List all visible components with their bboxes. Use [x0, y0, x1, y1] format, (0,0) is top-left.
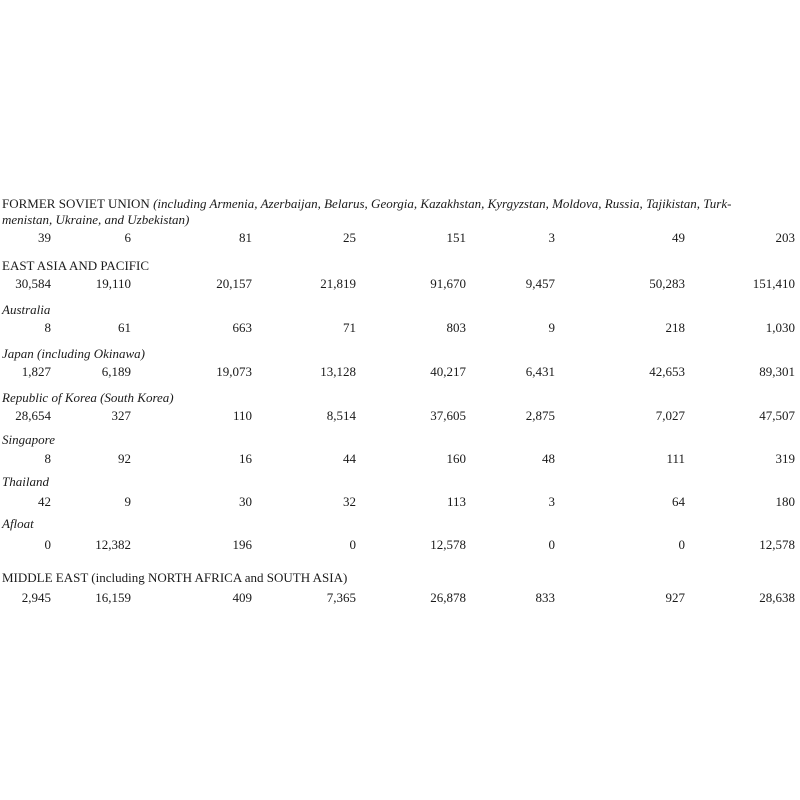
table-cell: 30: [239, 494, 252, 509]
table-cell: 151,410: [752, 276, 795, 291]
table-cell: 113: [446, 494, 466, 509]
table-cell: 64: [672, 494, 685, 509]
table-cell: 0: [548, 537, 555, 552]
country-label-thailand: Thailand: [2, 474, 49, 489]
table-cell: 180: [775, 494, 795, 509]
country-label-japan: Japan (including Okinawa): [2, 346, 145, 361]
table-row: [0, 408, 800, 424]
table-cell: 111: [666, 451, 685, 466]
table-cell: 8,514: [326, 408, 356, 423]
table-cell: 2,945: [21, 590, 51, 605]
table-cell: 218: [665, 320, 685, 335]
table-row: [0, 320, 800, 336]
table-cell: 8: [44, 451, 51, 466]
table-cell: 6,189: [101, 364, 131, 379]
section-heading-east-asia-pacific: EAST ASIA AND PACIFIC: [2, 258, 150, 273]
table-cell: 49: [672, 230, 685, 245]
table-row: [0, 276, 800, 292]
table-cell: 9,457: [525, 276, 555, 291]
section-heading-note: (including Armenia, Azerbaijan, Belarus, Georgia, Kazakhstan, Kyrgyzstan, Moldova, Russia, Tajikistan, Turk-: [153, 196, 732, 211]
table-cell: 12,578: [430, 537, 466, 552]
table-cell: 13,128: [320, 364, 356, 379]
section-heading-note-continued: menistan, Ukraine, and Uzbekistan): [2, 212, 190, 227]
table-cell: 110: [232, 408, 252, 423]
table-cell: 61: [118, 320, 131, 335]
table-cell: 203: [775, 230, 795, 245]
table-cell: 7,365: [326, 590, 356, 605]
table-cell: 160: [446, 451, 466, 466]
table-cell: 89,301: [759, 364, 795, 379]
table-cell: 21,819: [320, 276, 356, 291]
country-label-south-korea: Republic of Korea (South Korea): [2, 390, 174, 405]
table-cell: 44: [343, 451, 356, 466]
table-cell: 9: [548, 320, 555, 335]
table-cell: 196: [232, 537, 252, 552]
section-heading-former-soviet-union: [2, 196, 731, 211]
table-cell: 37,605: [430, 408, 466, 423]
table-row: [0, 537, 800, 553]
table-cell: 48: [542, 451, 555, 466]
table-cell: 81: [239, 230, 252, 245]
table-cell: 12,382: [95, 537, 131, 552]
table-cell: 39: [38, 230, 51, 245]
table-cell: 42: [38, 494, 51, 509]
country-label-afloat: Afloat: [2, 516, 34, 531]
table-cell: 19,110: [95, 276, 131, 291]
table-cell: 3: [548, 494, 555, 509]
table-cell: 32: [343, 494, 356, 509]
table-cell: 9: [124, 494, 131, 509]
table-cell: 803: [446, 320, 466, 335]
table-cell: 409: [232, 590, 252, 605]
table-cell: 319: [775, 451, 795, 466]
table-cell: 16: [239, 451, 252, 466]
section-heading-text: FORMER SOVIET UNION: [2, 196, 150, 211]
table-cell: 42,653: [649, 364, 685, 379]
table-cell: 151: [446, 230, 466, 245]
table-cell: 927: [665, 590, 685, 605]
table-cell: 6: [124, 230, 131, 245]
table-cell: 833: [535, 590, 555, 605]
section-heading-middle-east: MIDDLE EAST (including NORTH AFRICA and SOUTH ASIA): [2, 570, 348, 585]
table-cell: 28,638: [759, 590, 795, 605]
table-cell: 30,584: [15, 276, 51, 291]
table-cell: 327: [111, 408, 131, 423]
table-cell: 0: [349, 537, 356, 552]
table-cell: 3: [548, 230, 555, 245]
country-label-singapore: Singapore: [2, 432, 55, 447]
table-cell: 12,578: [759, 537, 795, 552]
table-cell: 663: [232, 320, 252, 335]
table-cell: 25: [343, 230, 356, 245]
table-cell: 20,157: [216, 276, 252, 291]
table-cell: 40,217: [430, 364, 466, 379]
table-row: [0, 230, 800, 246]
table-cell: 19,073: [216, 364, 252, 379]
table-cell: 47,507: [759, 408, 795, 423]
table-row: [0, 451, 800, 467]
table-cell: 8: [44, 320, 51, 335]
table-row: [0, 364, 800, 380]
country-label-australia: Australia: [2, 302, 51, 317]
table-cell: 28,654: [15, 408, 51, 423]
table-cell: 16,159: [95, 590, 131, 605]
table-cell: 1,030: [765, 320, 795, 335]
table-cell: 0: [678, 537, 685, 552]
table-cell: 2,875: [525, 408, 555, 423]
table-cell: 7,027: [655, 408, 685, 423]
table-row: [0, 590, 800, 606]
table-cell: 71: [343, 320, 356, 335]
table-cell: 92: [118, 451, 131, 466]
table-cell: 26,878: [430, 590, 466, 605]
table-cell: 91,670: [430, 276, 466, 291]
table-cell: 50,283: [649, 276, 685, 291]
table-cell: 1,827: [21, 364, 51, 379]
table-cell: 0: [44, 537, 51, 552]
table-row: [0, 494, 800, 510]
table-cell: 6,431: [525, 364, 555, 379]
